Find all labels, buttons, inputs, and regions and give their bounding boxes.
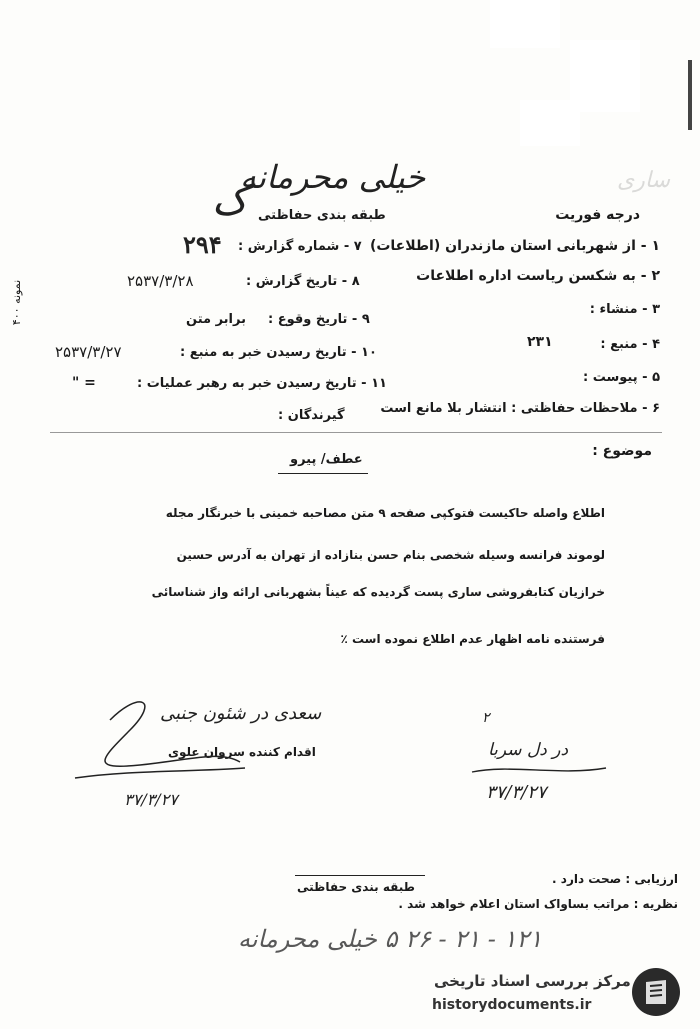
- field-11-label: ۱۱ - تاریخ رسیدن خبر به رهبر عملیات :: [137, 376, 387, 391]
- field-4-source-value: ۲۳۱: [527, 334, 553, 350]
- body-line-1: اطلاع واصله حاکیست فتوکپی صفحه ۹ متن مصاحبه خمینی با خبرنگار مجله: [165, 506, 605, 520]
- urgency-level-label: درجه فوریت: [555, 207, 640, 223]
- field-9-label: ۹ - تاریخ وقوع :: [268, 312, 370, 327]
- watermark-url: historydocuments.ir: [432, 997, 592, 1013]
- watermark-title: مرکز بررسی اسناد تاریخی: [434, 972, 631, 990]
- redaction-box: [520, 100, 580, 146]
- field-1-from: ۱ - از شهربانی استان مازندران (اطلاعات): [369, 238, 660, 254]
- footer-classification-label: طبقه بندی حفاظتی: [297, 880, 415, 894]
- signature-scribble-left: [70, 690, 250, 800]
- show-through-text: ساری: [617, 168, 670, 193]
- field-8-label: ۸ - تاریخ گزارش :: [246, 274, 360, 289]
- redaction-box: [570, 40, 640, 112]
- field-4-source-label: ۴ - منبع :: [600, 337, 660, 352]
- signature-date-left: ۳۷/۳/۲۷: [124, 790, 178, 809]
- classification-overline: [295, 875, 425, 876]
- handwritten-classification: خیلی محرمانه: [240, 158, 426, 196]
- recipients-label: گیرندگان :: [278, 408, 345, 423]
- field-2-to: ۲ - به شکسن ریاست اداره اطلاعات: [416, 268, 660, 284]
- handwritten-mark: ک: [212, 178, 248, 224]
- numeral-2: ۲: [482, 710, 490, 726]
- classification-label: طبقه بندی حفاظتی: [258, 208, 386, 223]
- field-7-label: ۷ - شماره گزارش :: [238, 239, 362, 254]
- page-edge-mark: [688, 60, 692, 130]
- archive-logo-icon: [632, 968, 680, 1016]
- signature-line-right: [470, 760, 610, 780]
- evaluation-line: ارزیابی : صحت دارد .: [552, 872, 678, 886]
- handwritten-note-right: در دل سربا: [488, 740, 569, 760]
- body-line-3: خرازیان کتابفروشی ساری پست گردیده که عیناً بشهربانی ارائه واز شناسائی: [151, 585, 605, 599]
- field-5-attachment: ۵ - پیوست :: [583, 370, 660, 385]
- signature-date-right: ۳۷/۳/۲۷: [486, 782, 547, 803]
- opinion-line: نظریه : مراتب بساواک استان اعلام خواهد شد .: [398, 897, 678, 911]
- reference-label: عطف/ پیرو: [290, 452, 363, 467]
- divider-line: [50, 432, 662, 433]
- handwritten-note-left: سعدی در شئون جنبی: [160, 703, 322, 724]
- report-number-value: ۲۹۴: [183, 230, 222, 259]
- vertical-stamp: نمونه ۴۰۰: [10, 279, 24, 326]
- event-date-value: برابر متن: [186, 312, 246, 327]
- body-line-2: لوموند فرانسه وسیله شخصی بنام حسن بنازاده از تهران به آدرس حسین: [176, 548, 605, 562]
- reference-underline: [278, 473, 368, 474]
- subject-label: موضوع :: [592, 443, 652, 459]
- body-line-4: فرستنده نامه اظهار عدم اطلاع نموده است ٪: [340, 632, 605, 646]
- field-6-security-notes: ۶ - ملاحظات حفاظتی : انتشار بلا مانع است: [380, 401, 660, 416]
- field-10-label: ۱۰ - تاریخ رسیدن خبر به منبع :: [180, 345, 377, 360]
- source-received-value: ۲۵۳۷/۳/۲۷: [55, 343, 122, 361]
- field-3-origin: ۳ - منشاء :: [589, 302, 660, 317]
- report-date-value: ۲۵۳۷/۳/۲۸: [127, 272, 194, 290]
- bottom-handwritten-line: ۱۲۱ - ۲۱ - ۲۶ ۵ خیلی محرمانه: [238, 925, 543, 953]
- leader-received-value: " =: [72, 375, 96, 391]
- redaction-box: [490, 0, 560, 48]
- action-taker-label: اقدام کننده سروان علوی: [168, 745, 316, 759]
